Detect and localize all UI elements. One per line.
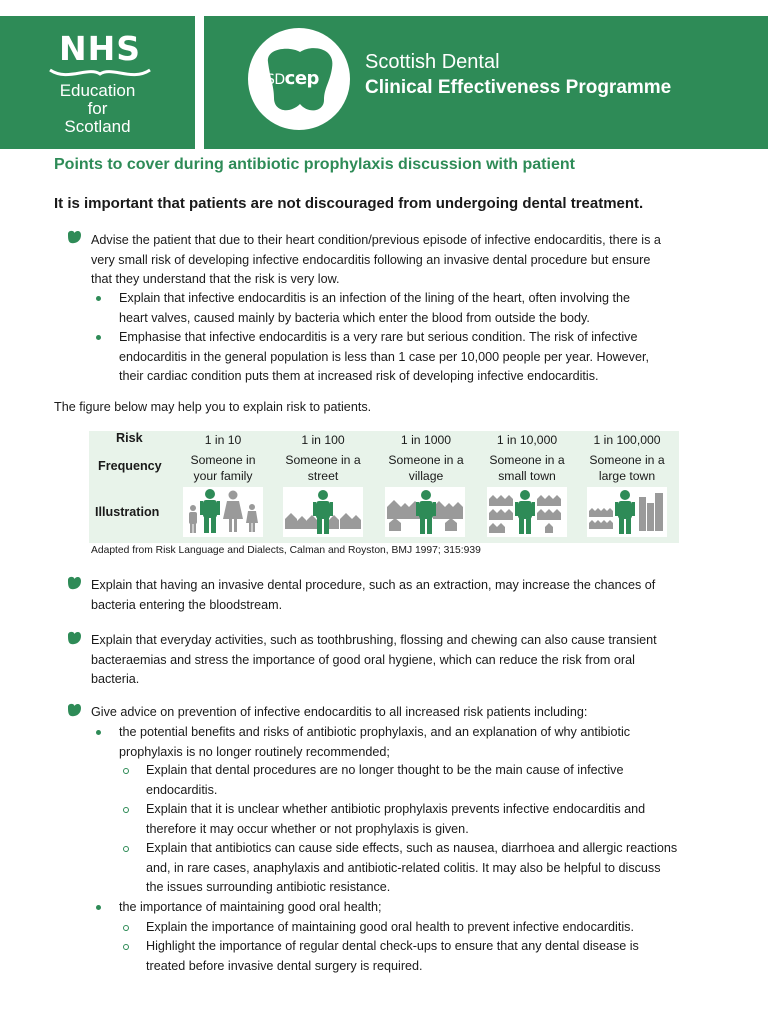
sdcep-prefix: SD: [266, 72, 285, 88]
sdcep-suffix: cep: [284, 68, 319, 89]
row-label-risk: Risk: [116, 431, 143, 445]
text-line: your family: [193, 469, 253, 483]
bullet-item: [119, 328, 649, 387]
village-icon: [385, 487, 465, 537]
sub-bullet-item: [146, 761, 623, 800]
row-label-illustration: Illustration: [95, 505, 160, 519]
row-label-frequency: Frequency: [98, 459, 162, 473]
advice-paragraph: Give advice on prevention of infective endocarditis to all increased risk patients including:: [91, 705, 588, 719]
text-line: Someone in: [190, 453, 256, 467]
sdcep-logo: [248, 28, 350, 130]
risk-figure: [89, 431, 679, 543]
text-line: street: [307, 469, 339, 483]
sub-bullet-item: [146, 937, 639, 976]
bullet-item: [119, 723, 630, 762]
advice-paragraph: [91, 231, 661, 290]
text-line: therefore it may occur whether or not prophylaxis is given.: [146, 821, 469, 836]
text-line: Highlight the importance of regular dental check-ups to ensure that any dental disease is: [146, 939, 639, 953]
nhs-org-line: Scotland: [64, 117, 131, 136]
sub-bullet-item: [146, 839, 677, 898]
text-line: treated before invasive dental surgery is required.: [146, 958, 423, 973]
text-line: endocarditis in the general population is less than 1 case per 10,000 people per year. However,: [119, 349, 649, 364]
risk-value: 1 in 100,000: [593, 433, 661, 447]
programme-title-line2: Clinical Effectiveness Programme: [365, 77, 672, 98]
text-line: village: [408, 469, 444, 483]
text-line: Someone in a: [285, 453, 361, 467]
text-line: the potential benefits and risks of antibiotic prophylaxis, and an explanation of why antibiotic: [119, 725, 631, 739]
text-line: Explain that everyday activities, such as toothbrushing, flossing and chewing can also cause transient: [91, 633, 657, 647]
frequency-value: [579, 452, 675, 484]
bullet-dot-icon: [96, 335, 101, 340]
nhs-org-line: Education: [59, 81, 136, 100]
sub-bullet-item: Explain the importance of maintaining good oral health to prevent infective endocarditis.: [146, 920, 634, 934]
text-line: their cardiac condition puts them at increased risk of developing infective endocarditis.: [119, 369, 599, 383]
leaf-bullet-icon: [67, 631, 82, 646]
bullet-item: the importance of maintaining good oral health;: [119, 900, 382, 914]
text-line: Explain that it is unclear whether antibiotic prophylaxis prevents infective endocarditis and: [146, 802, 646, 816]
risk-value: 1 in 1000: [400, 433, 452, 447]
risk-value: 1 in 100: [301, 433, 345, 447]
text-line: Someone in a: [489, 453, 565, 467]
small-town-icon: [487, 487, 567, 537]
risk-value: 1 in 10: [204, 433, 242, 447]
sub-bullet-ring-icon: [123, 846, 129, 852]
bullet-dot-icon: [96, 296, 101, 301]
text-line: heart valves, caused mainly by bacteria which enter the blood from outside the body.: [119, 310, 590, 325]
family-icon: [183, 487, 263, 537]
text-line: Explain that dental procedures are no longer thought to be the main cause of infective: [146, 763, 624, 777]
page-header: [0, 16, 768, 149]
text-line: large town: [598, 469, 656, 483]
text-line: very small risk of developing infective endocarditis following an invasive dental procedure but ensure: [91, 252, 651, 267]
street-icon: [283, 487, 363, 537]
advice-paragraph: [91, 631, 657, 690]
text-line: Someone in a: [589, 453, 665, 467]
large-town-icon: [587, 487, 667, 537]
figure-intro: The figure below may help you to explain risk to patients.: [54, 400, 372, 414]
sub-bullet-ring-icon: [123, 768, 129, 774]
risk-value: 1 in 10,000: [496, 433, 558, 447]
page-title: Points to cover during antibiotic prophylaxis discussion with patient: [54, 156, 575, 173]
leaf-bullet-icon: [67, 703, 82, 718]
frequency-value: [275, 452, 371, 484]
programme-title-line1: Scottish Dental: [365, 51, 500, 73]
text-line: prophylaxis is no longer routinely recommended;: [119, 744, 390, 759]
bullet-dot-icon: [96, 730, 101, 735]
advice-paragraph: [91, 576, 655, 615]
text-line: small town: [498, 469, 556, 483]
important-notice: It is important that patients are not discouraged from undergoing dental treatment.: [54, 195, 644, 212]
sub-bullet-ring-icon: [123, 925, 129, 931]
nhs-education-for-scotland-logo: [0, 16, 195, 149]
bullet-item: [119, 289, 630, 328]
sub-bullet-item: [146, 800, 645, 839]
sub-bullet-ring-icon: [123, 944, 129, 950]
nhs-org-line: for: [87, 99, 108, 118]
text-line: Explain that infective endocarditis is an infection of the lining of the heart, often involving the: [119, 291, 631, 305]
nhs-org-name: [20, 82, 175, 136]
text-line: bacteria.: [91, 672, 140, 686]
frequency-value: [175, 452, 271, 484]
text-line: the issues surrounding antibiotic resistance.: [146, 880, 391, 894]
text-line: that they understand that the risk is very low.: [91, 272, 340, 286]
figure-caption: Adapted from Risk Language and Dialects, Calman and Royston, BMJ 1997; 315:939: [91, 545, 481, 556]
text-line: Explain that antibiotics can cause side effects, such as nausea, diarrhoea and allergic reactions: [146, 841, 678, 855]
leaf-bullet-icon: [67, 230, 82, 245]
bullet-dot-icon: [96, 905, 101, 910]
text-line: endocarditis.: [146, 782, 218, 797]
text-line: and, in rare cases, anaphylaxis and antibiotic-related colitis. It may also be helpful to discuss: [146, 860, 661, 875]
text-line: bacteraemias and stress the importance of good oral hygiene, which can reduce the risk from oral: [91, 652, 635, 667]
text-line: Emphasise that infective endocarditis is a very rare but serious condition. The risk of infective: [119, 330, 638, 344]
nhs-swash-icon: [48, 66, 152, 80]
text-line: bacteria entering the bloodstream.: [91, 597, 283, 612]
text-line: Explain that having an invasive dental procedure, such as an extraction, may increase the chances of: [91, 578, 656, 592]
sdcep-banner: [204, 16, 768, 149]
sub-bullet-ring-icon: [123, 807, 129, 813]
text-line: Someone in a: [388, 453, 464, 467]
leaf-bullet-icon: [67, 576, 82, 591]
nhs-wordmark: NHS: [58, 29, 141, 68]
frequency-value: [378, 452, 474, 484]
text-line: Advise the patient that due to their heart condition/previous episode of infective endocarditis, there is a: [91, 233, 661, 247]
sdcep-wordmark: [266, 68, 319, 89]
frequency-value: [479, 452, 575, 484]
